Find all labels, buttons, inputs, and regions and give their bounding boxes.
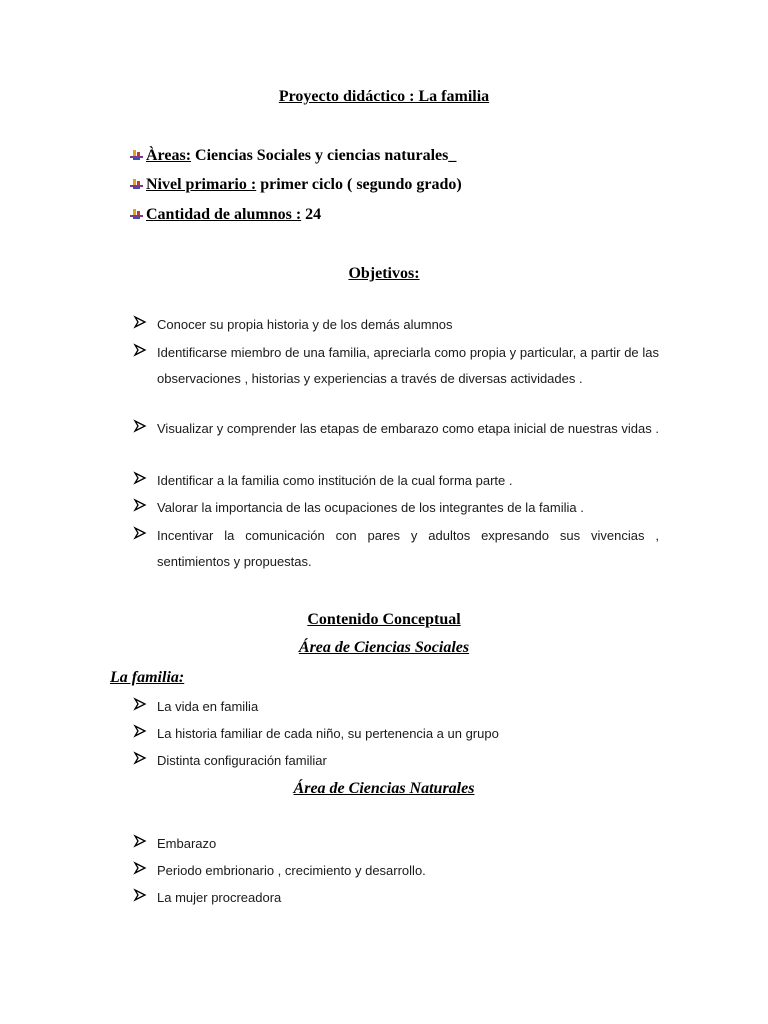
list-item-text: La historia familiar de cada niño, su pertenencia a un grupo <box>157 726 499 741</box>
arrow-bullet-icon <box>133 419 147 433</box>
arrow-bullet-icon <box>133 751 147 765</box>
arrow-bullet-icon <box>133 724 147 738</box>
list-item-text: Periodo embrionario , crecimiento y desarrollo. <box>157 863 426 878</box>
objectives-heading: Objetivos: <box>348 265 420 282</box>
arrow-bullet-icon <box>133 343 147 357</box>
arrow-bullet-icon <box>133 697 147 711</box>
arrow-bullet-icon <box>133 498 147 512</box>
list-item-text: Conocer su propia historia y de los demás alumnos <box>157 317 453 332</box>
meta-students <box>130 205 321 225</box>
meta-areas <box>130 146 456 166</box>
arrow-bullet-icon <box>133 888 147 902</box>
list-item-text: Identificarse miembro de una familia, apreciarla como propia y particular, a partir de las observaciones , historias y experiencias a través de diversas actividades . <box>157 345 659 386</box>
list-item-text: La vida en familia <box>157 699 259 714</box>
list-item-text: Visualizar y comprender las etapas de embarazo como etapa inicial de nuestras vidas . <box>157 421 659 436</box>
list-item-text: Valorar la importancia de las ocupaciones de los integrantes de la familia . <box>157 500 584 515</box>
content-heading: Contenido Conceptual <box>307 611 461 628</box>
list-item-text: Identificar a la familia como institución de la cual forma parte . <box>157 473 513 488</box>
meta-label: Nivel primario : <box>146 176 257 193</box>
list-item-text: Embarazo <box>157 836 217 851</box>
meta-label: Àreas: <box>146 147 192 164</box>
arrow-bullet-icon <box>133 834 147 848</box>
arrow-bullet-icon <box>133 861 147 875</box>
list-item-text: Distinta configuración familiar <box>157 753 327 768</box>
arrow-bullet-icon <box>133 526 147 540</box>
list-item-text: La mujer procreadora <box>157 890 282 905</box>
bullet-pin-icon <box>130 208 144 220</box>
meta-value: Ciencias Sociales y ciencias naturales_ <box>195 147 457 164</box>
social-heading: Área de Ciencias Sociales <box>298 639 470 656</box>
family-heading: La familia: <box>110 669 185 686</box>
list-item-text: Incentivar la comunicación con pares y adultos expresando sus vivencias , sentimientos y propuestas. <box>157 528 659 569</box>
natural-heading: Área de Ciencias Naturales <box>293 780 475 797</box>
bullet-pin-icon <box>130 149 144 161</box>
meta-value: 24 <box>305 206 322 223</box>
document-title: Proyecto didáctico : La familia <box>278 88 490 105</box>
meta-level <box>130 175 462 195</box>
arrow-bullet-icon <box>133 471 147 485</box>
bullet-pin-icon <box>130 178 144 190</box>
meta-value: primer ciclo ( segundo grado) <box>260 176 462 193</box>
meta-label: Cantidad de alumnos : <box>146 206 302 223</box>
arrow-bullet-icon <box>133 315 147 329</box>
